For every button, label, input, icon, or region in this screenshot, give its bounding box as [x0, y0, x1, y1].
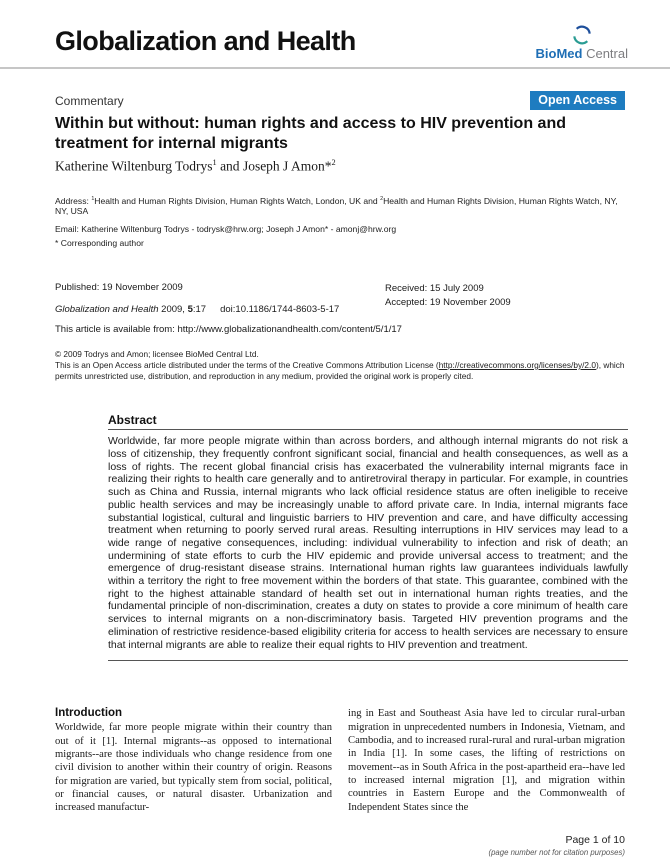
author-line [55, 158, 625, 175]
email-link-author1[interactable]: todrysk@hrw.org [196, 224, 262, 234]
available-from-line [55, 324, 625, 335]
citation-pages: :17 [192, 304, 207, 315]
page-number: Page 1 of 10 [565, 834, 625, 846]
email-line [55, 224, 625, 234]
biomed-label: BioMed [535, 46, 583, 61]
license-text [55, 360, 625, 382]
citation-note: (page number not for citation purposes) [488, 848, 625, 857]
license-after-link: ), which permits unrestricted use, distribution, and reproduction in any medium, provided the original work is properly cited. [55, 359, 625, 381]
publication-info [55, 282, 625, 315]
citation-volume: 5 [187, 304, 193, 315]
author2-affiliation-sup: 2 [331, 158, 336, 168]
journal-header [55, 26, 628, 60]
address-label: Address: [55, 195, 92, 206]
central-label: Central [586, 46, 628, 61]
introduction-section [55, 707, 625, 814]
email-link-author2[interactable]: amonj@hrw.org [335, 224, 397, 234]
abstract-heading: Abstract [108, 413, 157, 428]
affiliations [55, 196, 625, 217]
received-date: Received: 15 July 2009 [385, 283, 484, 294]
citation-line [55, 304, 385, 315]
corresponding-author-note: * Corresponding author [55, 238, 144, 248]
copyright-line1: © 2009 Todrys and Amon; licensee BioMed Central Ltd. [55, 349, 259, 359]
abstract-bottom-rule [108, 660, 628, 661]
intro-right-column [348, 707, 625, 814]
copyright-block [55, 349, 625, 381]
aff1-sup: 1 [91, 195, 95, 202]
aff2-text: Health and Human Rights Division, Human Rights Watch, NY, NY, USA [55, 195, 618, 217]
email-prefix: Email: Katherine Wiltenburg Todrys - [55, 224, 197, 234]
license-before-link: This is an Open Access article distributed under the terms of the Creative Commons Attribution License ( [55, 359, 439, 370]
article-title: Within but without: human rights and access to HIV prevention and treatment for internal migrants [55, 115, 566, 152]
journal-title: Globalization and Health [55, 26, 356, 56]
aff2-sup: 2 [380, 195, 384, 202]
introduction-heading: Introduction [55, 707, 123, 720]
citation-doi: doi:10.1186/1744-8603-5-17 [220, 304, 340, 315]
email-mid: ; Joseph J Amon* - [261, 224, 336, 234]
aff1-text: Health and Human Rights Division, Human Rights Watch, London, UK and [94, 195, 381, 206]
intro-paragraph-right: ing in East and Southeast Asia have led to circular rural-urban migration in unprecedented numbers in Indonesia, Vietnam, and Cambodia, and to increased rural-rural and rural-urban migration in India [1]. In some cases, the lifting of restrictions on movement--as in South Africa in the post-apartheid era--have led to increased internal migration [1], and migration within countries in Eastern Europe and the Commonwealth of Independent States since the [348, 708, 625, 813]
intro-paragraph-left: Worldwide, far more people migrate within their country than out of it [1]. Internal migrants--as opposed to international migrants--are those individuals who change residence from one civil division to another within their country of origin. Reasons for migration are varied, but typically stem from social, political, or financial causes, or natural disaster. Urbanization and increased manufactur- [55, 722, 332, 814]
citation-year: 2009, [158, 304, 188, 315]
abstract-body: Worldwide, far more people migrate within than across borders, and although internal migrants do not risk a loss of citizenship, they frequently confront significant social, financial and health consequences, as well as a loss of rights. The recent global financial crisis has exacerbated the vulnerability internal migrants face in realizing their rights to health care generally and to antiretroviral therapy in particular. For example, in countries such as China and Russia, internal migrants who lack official residence status are often ineligible to receive public health services and may be increasingly unable to afford private care. In India, internal migrants face substantial logistical, cultural and linguistic barriers to HIV prevention and care, and have difficulty accessing treatment when returning to poorly served rural areas. Resulting interruptions in HIV services may lead to a wide range of negative consequences, including: individual vulnerability to infection and risk of death; an undermining of state efforts to curb the HIV epidemic and provide universal access to treatment; and the emergence of drug-resistant disease strains. International human rights law guarantees individuals lawfully within a territory the right to free movement within the borders of that state. This guarantee, combined with the right to the highest attainable standard of health set out in international human rights treaties, and the fundamental principle of non-discrimination, creates a duty on states to provide a core minimum of health care services to internal migrants on a non-discriminatory basis. Targeted HIV prevention programs and the elimination of restrictive residence-based eligibility criteria for access to health services are necessary to ensure that internal migrants are able to realize their equal rights to HIV prevention and treatment. [108, 435, 628, 651]
abstract-top-rule [108, 429, 628, 430]
author1-affiliation-sup: 1 [212, 158, 217, 168]
biomed-central-logo [536, 24, 629, 60]
intro-left-column [55, 707, 332, 814]
author2-name: Joseph J Amon* [242, 158, 332, 174]
license-url-link[interactable]: http://creativecommons.org/licenses/by/2.0 [438, 359, 596, 370]
header-divider [0, 67, 670, 69]
biomed-central-wordmark [536, 47, 629, 60]
abstract-section [108, 413, 628, 661]
article-url-link[interactable]: http://www.globalizationandhealth.com/content/5/1/17 [177, 324, 402, 335]
open-access-badge: Open Access [530, 91, 625, 110]
citation-journal: Globalization and Health [55, 304, 159, 315]
published-date: Published: 19 November 2009 [55, 282, 183, 293]
available-prefix: This article is available from: [55, 324, 178, 335]
article-type-label: Commentary [55, 94, 124, 108]
biomed-central-logo-icon [571, 24, 593, 46]
page-footer [488, 834, 625, 857]
authors-joiner: and [216, 158, 243, 174]
author1-name: Katherine Wiltenburg Todrys [55, 158, 213, 174]
accepted-date: Accepted: 19 November 2009 [385, 296, 511, 308]
